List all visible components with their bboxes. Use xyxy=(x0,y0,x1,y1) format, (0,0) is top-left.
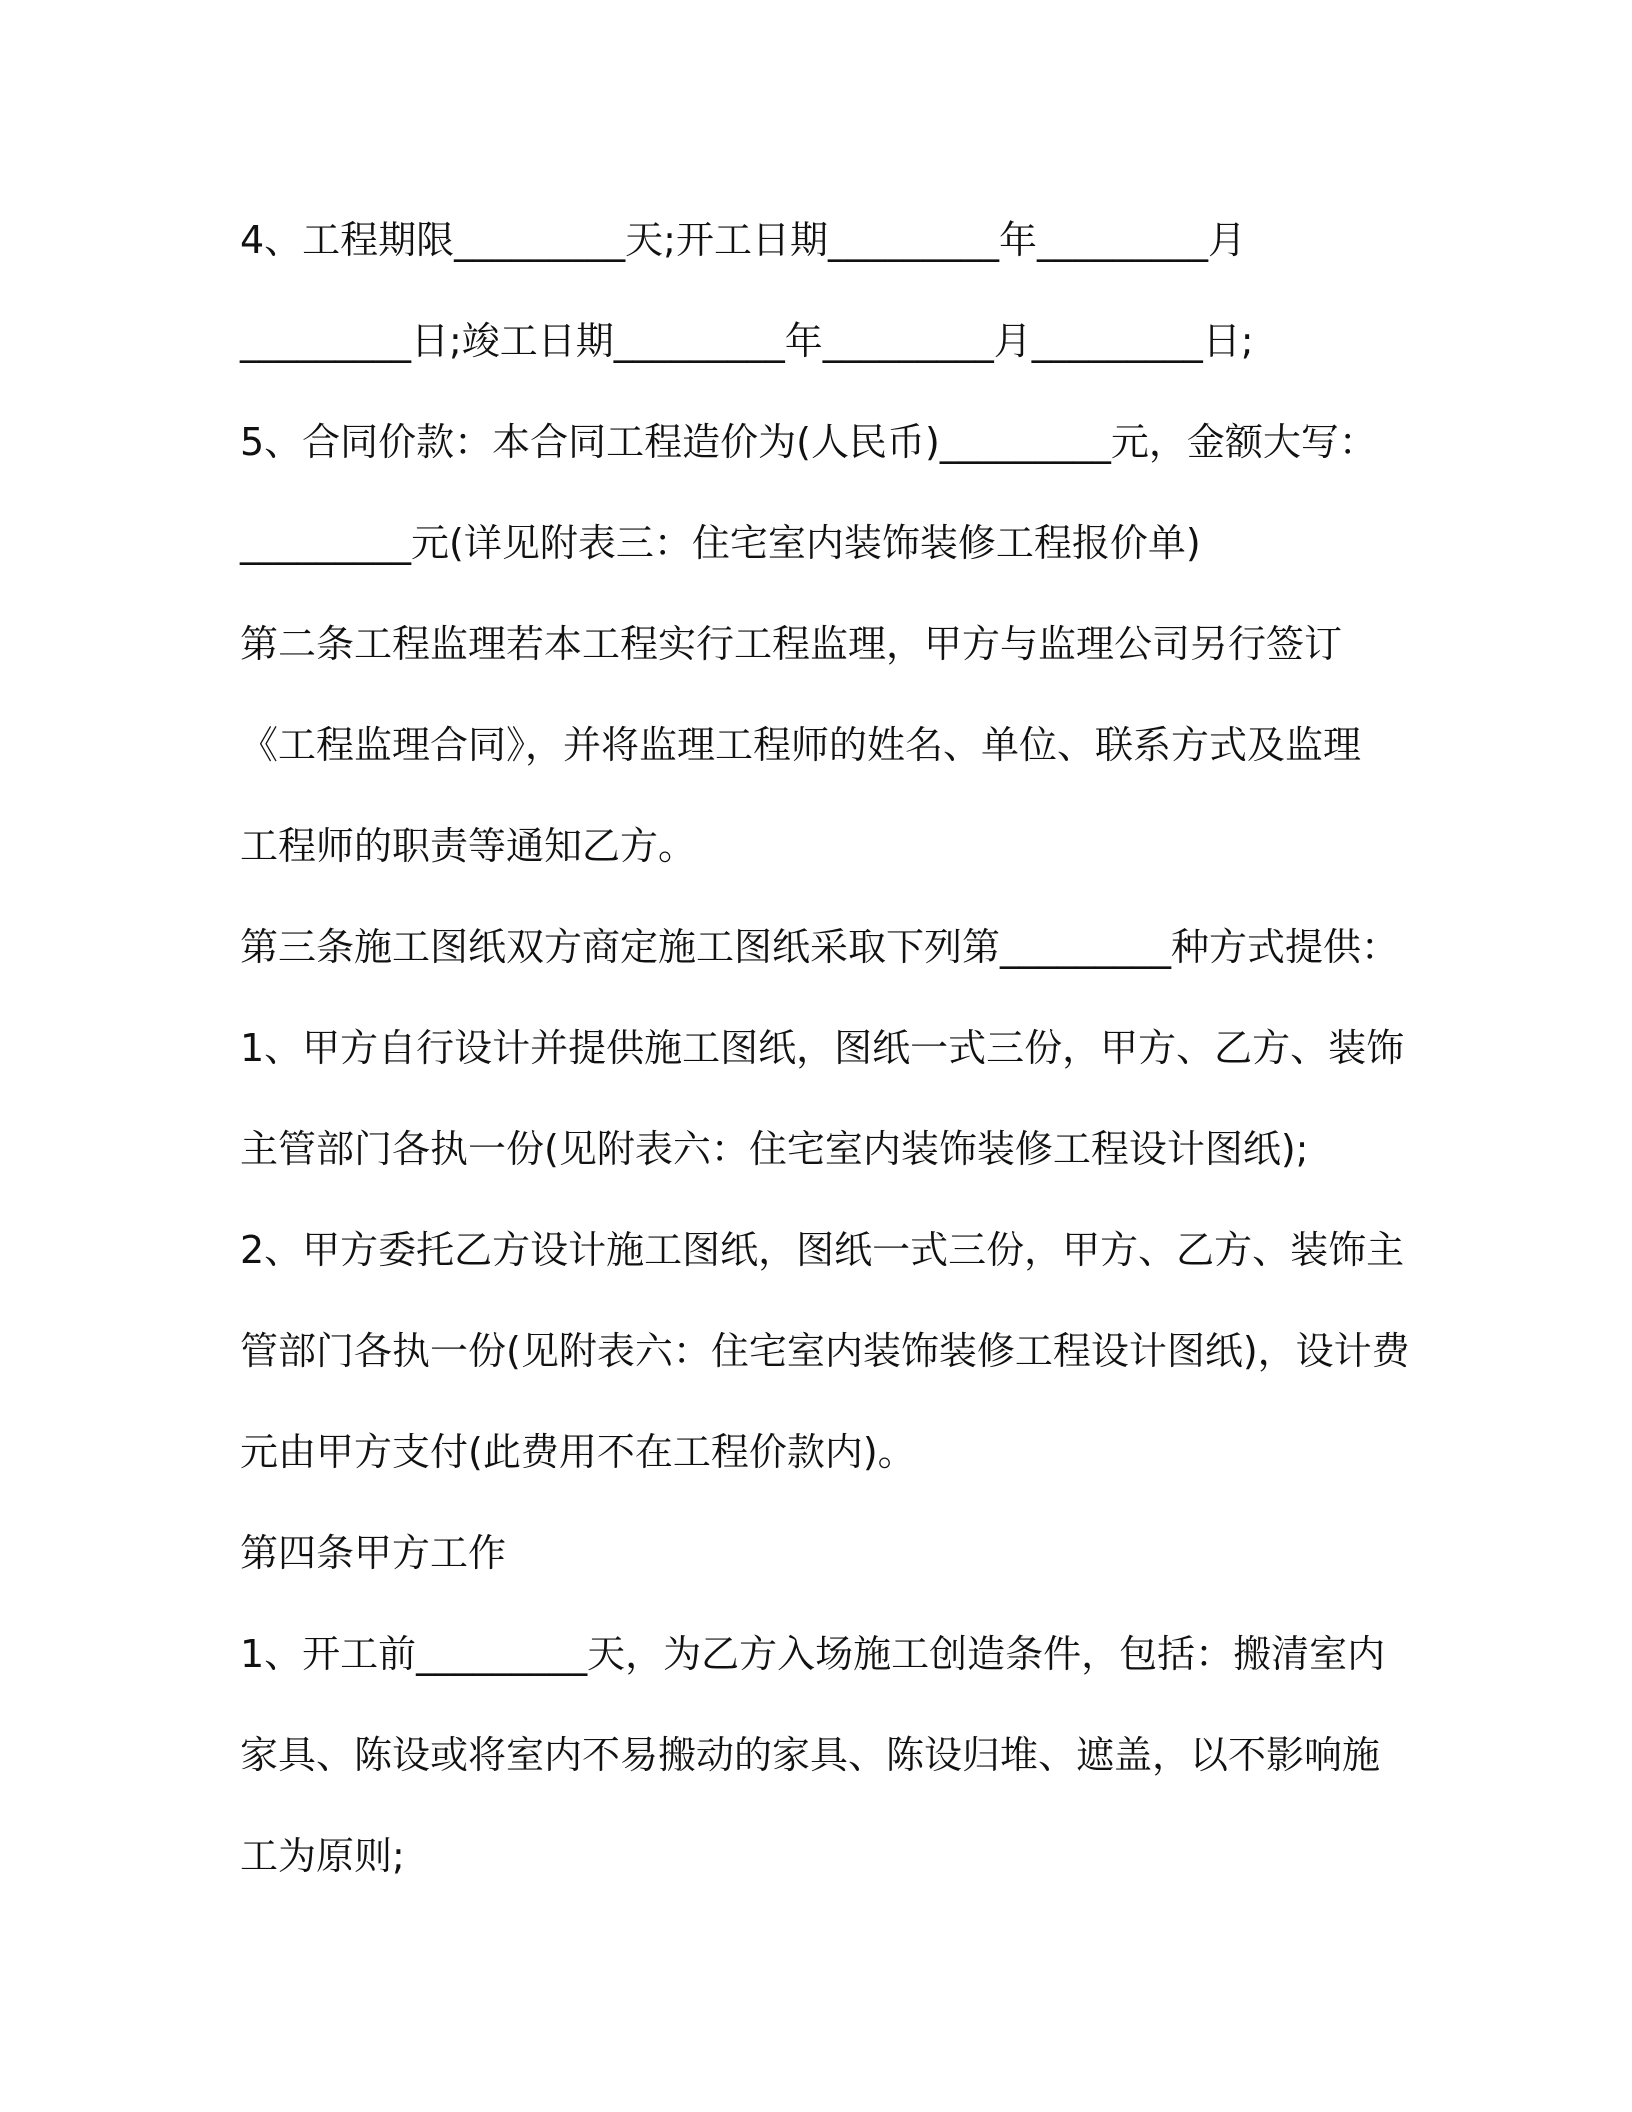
clause-line: 1、开工前_________天，为乙方入场施工创造条件，包括：搬清室内 xyxy=(240,1632,1386,1676)
clause-line: 管部门各执一份(见附表六：住宅室内装饰装修工程设计图纸)，设计费 xyxy=(240,1329,1410,1373)
clause-line: 第三条施工图纸双方商定施工图纸采取下列第_________种方式提供： xyxy=(240,925,1400,969)
clause-line: 主管部门各执一份(见附表六：住宅室内装饰装修工程设计图纸); xyxy=(240,1127,1309,1171)
clause-line: _________元(详见附表三：住宅室内装饰装修工程报价单) xyxy=(240,521,1201,565)
clause-line: 元由甲方支付(此费用不在工程价款内)。 xyxy=(240,1430,916,1474)
clause-line: 工为原则; xyxy=(240,1834,405,1878)
clause-line: 2、甲方委托乙方设计施工图纸，图纸一式三份，甲方、乙方、装饰主 xyxy=(240,1228,1405,1272)
clause-line: 1、甲方自行设计并提供施工图纸，图纸一式三份，甲方、乙方、装饰 xyxy=(240,1026,1405,1070)
section-heading: 第四条甲方工作 xyxy=(240,1531,507,1575)
clause-line: 家具、陈设或将室内不易搬动的家具、陈设归堆、遮盖，以不影响施 xyxy=(240,1733,1381,1777)
clause-line: 《工程监理合同》，并将监理工程师的姓名、单位、联系方式及监理 xyxy=(240,723,1362,767)
document-body xyxy=(240,190,1410,1907)
clause-line: 4、工程期限_________天;开工日期_________年_________月 xyxy=(240,218,1246,262)
clause-line: 第二条工程监理若本工程实行工程监理，甲方与监理公司另行签订 xyxy=(240,622,1343,666)
clause-line: _________日;竣工日期_________年_________月_________日; xyxy=(240,319,1254,363)
clause-line: 5、合同价款：本合同工程造价为(人民币)_________元，金额大写： xyxy=(240,420,1377,464)
clause-line: 工程师的职责等通知乙方。 xyxy=(240,824,697,868)
